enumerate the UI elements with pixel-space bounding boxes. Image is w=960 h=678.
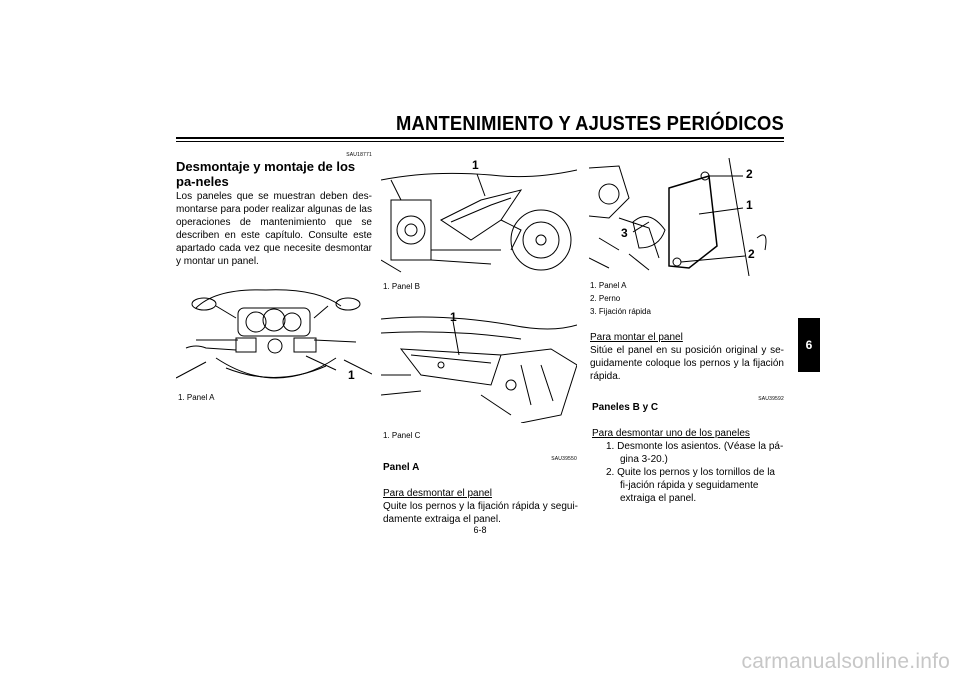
procedure-text: Quite los pernos y la fijación rápida y segui-damente extraiga el panel. (383, 501, 578, 525)
header-rule (176, 137, 784, 139)
procedure-steps (600, 440, 784, 505)
subheading: Paneles B y C (592, 402, 659, 413)
figure-label: 2 (748, 247, 755, 261)
figure-label: 1 (450, 310, 457, 324)
section-heading: Desmontaje y montaje de los pa-neles (176, 159, 356, 189)
caption-item: 1. Panel A (590, 281, 627, 290)
chapter-tab-label: 6 (805, 338, 813, 352)
header-rule-thin (176, 141, 784, 142)
subheading: Panel A (383, 462, 420, 473)
figure-panel-c (381, 305, 577, 423)
intro-paragraph: Los paneles que se muestran deben des-montarse para poder realizar algunas de las operaciones de mantenimiento que se describen en este capítulo. Consulte este apartado cada vez que necesite desmontar y montar un panel. (176, 191, 372, 267)
step-item: 1. Desmonte los asientos. (Véase la pá-gina 3-20.) (606, 441, 784, 465)
section-code: SAU18771 (346, 152, 372, 158)
section-code: SAU39550 (551, 456, 577, 462)
figure-panel-b (381, 160, 577, 275)
chapter-tab[interactable] (798, 318, 820, 372)
handlebar-illustration (176, 278, 372, 386)
watermark: carmanualsonline.info (741, 650, 950, 673)
procedure-title: Para desmontar uno de los paneles (592, 428, 750, 439)
figure-label: 1 (746, 198, 753, 212)
figure-label: 3 (621, 226, 628, 240)
figure-caption: 1. Panel A (178, 393, 215, 402)
section-code: SAU39592 (758, 396, 784, 402)
figure-caption: 1. Panel B (383, 282, 420, 291)
procedure-text: Sitúe el panel en su posición original y se-guidamente coloque los pernos y la fijación rápida. (590, 345, 784, 382)
caption-item: 3. Fijación rápida (590, 307, 651, 316)
step-item: 2. Quite los pernos y los tornillos de la fi-jación rápida y seguidamente extraiga el panel. (606, 467, 775, 504)
page-title: MANTENIMIENTO Y AJUSTES PERIÓDICOS (396, 113, 784, 135)
page-number: 6-8 (473, 525, 487, 535)
figure-label: 1 (472, 158, 479, 172)
figure-caption-list (590, 279, 651, 318)
procedure-title: Para desmontar el panel (383, 488, 492, 499)
figure-panel-a-detail (589, 158, 785, 276)
caption-item: 2. Perno (590, 294, 621, 303)
figure-handlebar (176, 278, 372, 386)
figure-caption: 1. Panel C (383, 431, 421, 440)
procedure-title: Para montar el panel (590, 332, 683, 343)
figure-label: 1 (348, 368, 355, 382)
figure-label: 2 (746, 167, 753, 181)
